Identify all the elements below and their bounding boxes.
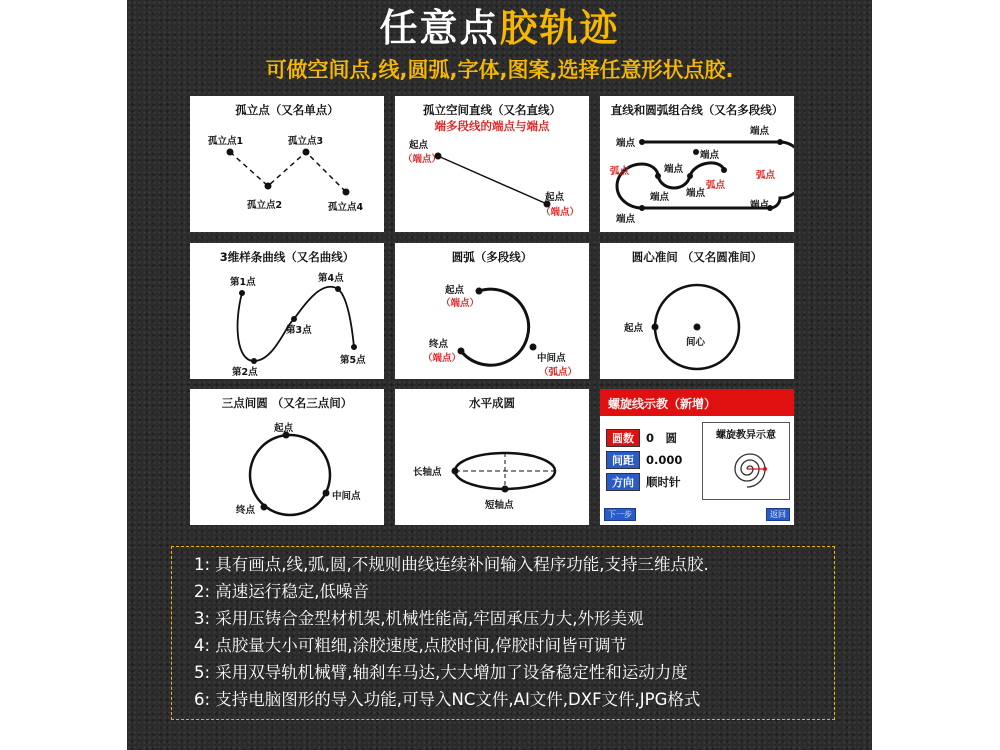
point-label: 第5点 xyxy=(340,355,366,366)
point-label: 孤立点2 xyxy=(247,200,283,211)
start-marker xyxy=(476,288,483,295)
mid-marker xyxy=(323,490,330,497)
circle-label: 起点 xyxy=(624,323,644,334)
panel-title: 孤立空间直线（又名直线） xyxy=(423,103,561,117)
node-label: 端点 xyxy=(616,214,636,225)
line-label: 起点 xyxy=(409,140,429,151)
turns-tag[interactable]: 圆数 xyxy=(606,429,640,447)
node-marker xyxy=(639,205,645,211)
point-marker xyxy=(343,189,350,196)
title-white: 任意点 xyxy=(379,6,500,50)
point-label: 孤立点1 xyxy=(208,136,244,147)
node-marker xyxy=(721,167,727,173)
node-label: 弧点 xyxy=(706,180,726,191)
arc-label: （端点） xyxy=(441,298,480,309)
arc-label: 中间点 xyxy=(537,353,566,364)
point-label: 孤立点4 xyxy=(328,202,364,213)
circle-label: 起点 xyxy=(274,423,294,434)
node-label: 端点 xyxy=(750,126,770,137)
ellipse-label: 短轴点 xyxy=(485,500,514,511)
end-marker xyxy=(261,504,268,511)
ellipse-diagram xyxy=(395,389,589,525)
long-axis-marker xyxy=(452,468,459,475)
arc-label: 终点 xyxy=(429,339,449,350)
spiral-preview xyxy=(702,422,790,500)
point-label: 第2点 xyxy=(232,367,258,378)
feature-item: 4: 点胶量大小可粗细,涂胶速度,点胶时间,停胶时间皆可调节 xyxy=(194,636,628,655)
point-label: 第1点 xyxy=(230,277,256,288)
next-step-button[interactable]: 下一步 xyxy=(604,508,636,521)
feature-list xyxy=(171,546,835,720)
node-marker xyxy=(693,149,699,155)
panel-title: 圆弧（多段线） xyxy=(451,250,533,264)
panel-spline xyxy=(190,243,384,379)
panel-title: 3维样条曲线（又名曲线） xyxy=(219,250,355,264)
title-yellow: 胶轨迹 xyxy=(499,6,620,50)
panel-straight-line xyxy=(395,96,589,232)
spiral-header xyxy=(600,389,794,416)
ellipse-label: 长轴点 xyxy=(413,467,442,478)
point-marker xyxy=(303,149,310,156)
node-marker xyxy=(777,139,783,145)
arc-label: （端点） xyxy=(423,353,462,364)
pitch-tag[interactable]: 间距 xyxy=(606,451,640,469)
point-marker xyxy=(251,358,257,364)
center-marker xyxy=(694,324,701,331)
node-label: 端点 xyxy=(616,138,636,149)
line-label: （端点） xyxy=(541,207,580,218)
mid-marker xyxy=(530,344,537,351)
panel-arc xyxy=(395,243,589,379)
node-label: 端点 xyxy=(650,192,670,203)
isolated-points-diagram xyxy=(190,96,384,232)
node-label: 弧点 xyxy=(756,170,776,181)
panel-spiral-teach xyxy=(600,389,794,525)
panel-ellipse xyxy=(395,389,589,525)
spiral-preview-caption: 螺旋教异示意 xyxy=(716,430,776,441)
pitch-value: 0.000 xyxy=(646,453,683,467)
feature-item: 6: 支持电脑图形的导入功能,可导入NC文件,AI文件,DXF文件,JPG格式 xyxy=(194,690,701,709)
line-label: （端点） xyxy=(403,154,442,165)
point-label: 第3点 xyxy=(286,325,312,336)
page-subtitle: 可做空间点,线,圆弧,字体,图案,选择任意形状点胶. xyxy=(265,58,734,82)
circle-label: 间心 xyxy=(686,337,706,348)
line-label: 起点 xyxy=(545,192,565,203)
point-marker xyxy=(291,316,297,322)
point-marker xyxy=(335,286,341,292)
point-label: 孤立点3 xyxy=(288,136,324,147)
circle-label: 终点 xyxy=(236,505,256,516)
panel-polyline xyxy=(600,96,794,232)
direction-tag[interactable]: 方向 xyxy=(606,473,640,491)
panel-title: 直线和圆弧组合线（又名多段线） xyxy=(610,103,784,117)
page-title xyxy=(127,4,872,52)
arc-label: 起点 xyxy=(445,285,465,296)
direction-value: 顺时针 xyxy=(646,475,681,489)
circle-label: 中间点 xyxy=(332,491,361,502)
feature-item: 3: 采用压铸合金型材机架,机械性能高,牢固承压力大,外形美观 xyxy=(194,609,644,628)
point-marker xyxy=(227,149,234,156)
center-circle-diagram xyxy=(600,243,794,379)
panel-title: 三点间圆 （又名三点间） xyxy=(221,396,353,410)
feature-item: 2: 高速运行稳定,低噪音 xyxy=(194,582,370,601)
polyline-diagram xyxy=(600,96,794,232)
node-marker xyxy=(687,173,693,179)
panel-title: 孤立点（又名单点） xyxy=(235,103,339,117)
node-marker xyxy=(655,173,661,179)
node-label: 端点 xyxy=(664,164,684,175)
feature-item: 5: 采用双导轨机械臂,轴刹车马达,大大增加了设备稳定性和运动力度 xyxy=(194,663,688,682)
spiral-title: 螺旋线示教（新增） xyxy=(608,397,717,411)
panel-center-circle xyxy=(600,243,794,379)
panel-title: 水平成圆 xyxy=(469,396,515,410)
node-label: 弧点 xyxy=(610,166,630,177)
point-label: 第4点 xyxy=(318,273,344,284)
arc-diagram xyxy=(395,243,589,379)
node-marker xyxy=(639,139,645,145)
panel-three-point-circle xyxy=(190,389,384,525)
feature-item: 1: 具有画点,线,弧,圆,不规则曲线连续补间输入程序功能,支持三维点胶. xyxy=(194,555,709,574)
circle-path xyxy=(250,435,330,515)
point-marker xyxy=(239,290,245,296)
arc-label: （弧点） xyxy=(539,367,578,378)
start-marker xyxy=(652,324,659,331)
poster xyxy=(127,0,872,750)
panel-subtitle: 端多段线的端点与端点 xyxy=(434,119,550,133)
panel-title: 圆心准间 （又名圆准间） xyxy=(631,250,763,264)
spline-diagram xyxy=(190,243,384,379)
spiral-row-pitch xyxy=(606,451,682,469)
node-label: 端点 xyxy=(686,188,706,199)
spiral-icon xyxy=(703,423,789,499)
short-axis-marker xyxy=(502,486,509,493)
spiral-row-turns xyxy=(606,429,677,447)
point-marker xyxy=(265,183,272,190)
three-point-circle-diagram xyxy=(190,389,384,525)
node-label: 端点 xyxy=(750,200,770,211)
panel-isolated-points xyxy=(190,96,384,232)
straight-line-diagram xyxy=(395,96,589,232)
point-marker xyxy=(351,344,357,350)
spiral-row-direction xyxy=(606,473,681,491)
node-label: 端点 xyxy=(700,150,720,161)
back-button[interactable]: 返回 xyxy=(766,508,790,521)
turns-value: 0 圆 xyxy=(646,431,678,445)
